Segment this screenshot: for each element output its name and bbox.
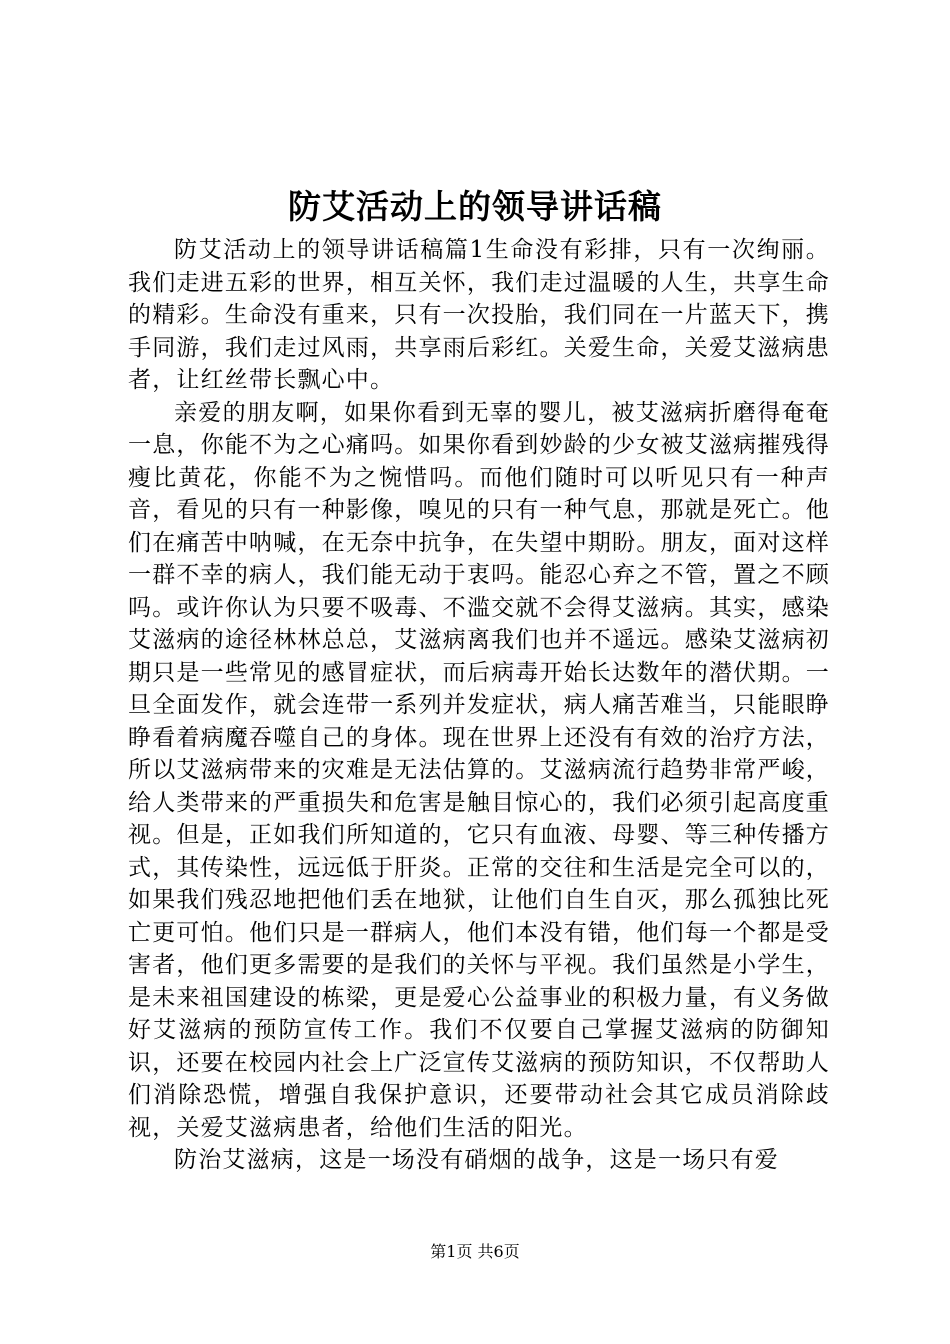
document-body <box>128 234 830 1174</box>
paragraph: 防艾活动上的领导讲话稿篇1生命没有彩排，只有一次绚丽。我们走进五彩的世界，相互关怀，我们走过温暖的人生，共享生命的精彩。生命没有重来，只有一次投胎，我们同在一片蓝天下，携手同游，我们走过风雨，共享雨后彩红。关爱生命，关爱艾滋病患者，让红丝带长飘心中。 <box>128 237 830 393</box>
page-number-footer: 第1页 共6页 <box>430 1242 520 1261</box>
paragraph: 亲爱的朋友啊，如果你看到无辜的婴儿，被艾滋病折磨得奄奄一息，你能不为之心痛吗。如果你看到妙龄的少女被艾滋病摧残得瘦比黄花，你能不为之惋惜吗。而他们随时可以听见只有一种声音，看见的只有一种影像，嗅见的只有一种气息，那就是死亡。他们在痛苦中呐喊，在无奈中抗争，在失望中期盼。朋友，面对这样一群不幸的病人，我们能无动于衷吗。能忍心弃之不管，置之不顾吗。或许你认为只要不吸毒、不滥交就不会得艾滋病。其实，感染艾滋病的途径林林总总，艾滋病离我们也并不遥远。感染艾滋病初期只是一些常见的感冒症状，而后病毒开始长达数年的潜伏期。一旦全面发作，就会连带一系列并发症状，病人痛苦难当，只能眼睁睁看着病魔吞噬自己的身体。现在世界上还没有有效的治疗方法，所以艾滋病带来的灾难是无法估算的。艾滋病流行趋势非常严峻，给人类带来的严重损失和危害是触目惊心的，我们必须引起高度重视。但是，正如我们所知道的，它只有血液、母婴、等三种传播方式，其传染性，远远低于肝炎。正常的交往和生活是完全可以的，如果我们残忍地把他们丢在地狱，让他们自生自灭，那么孤独比死亡更可怕。他们只是一群病人，他们本没有错，他们每一个都是受害者，他们更多需要的是我们的关怀与平视。我们虽然是小学生，是未来祖国建设的栋梁，更是爱心公益事业的积极力量，有义务做好艾滋病的预防宣传工作。我们不仅要自己掌握艾滋病的防御知识，还要在校园内社会上广泛宣传艾滋病的预防知识，不仅帮助人们消除恐慌，增强自我保护意识，还要带动社会其它成员消除歧视，关爱艾滋病患者，给他们生活的阳光。 <box>128 399 830 1141</box>
paragraph: 防治艾滋病，这是一场没有硝烟的战争，这是一场只有爱 <box>174 1147 779 1173</box>
document-title: 防艾活动上的领导讲话稿 <box>288 187 662 226</box>
